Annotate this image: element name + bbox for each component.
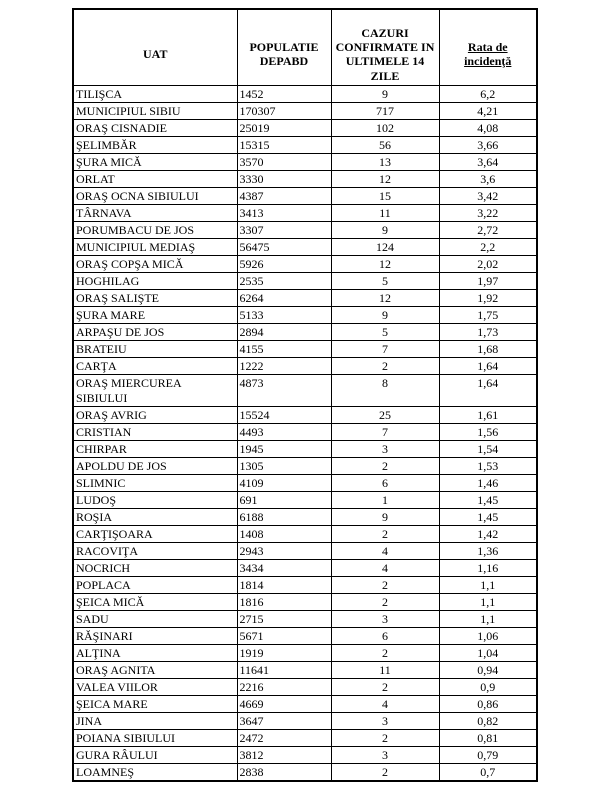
table-row	[73, 525, 537, 542]
table-row	[73, 508, 537, 525]
rata-cell: 1,56	[439, 423, 537, 440]
uat-cell: ŞEICA MARE	[73, 695, 237, 712]
uat-cell: ŞELIMBĂR	[73, 136, 237, 153]
rata-cell: 2,2	[439, 238, 537, 255]
rata-cell: 4,08	[439, 119, 537, 136]
cazuri-cell: 12	[331, 170, 439, 187]
cazuri-cell: 9	[331, 221, 439, 238]
cazuri-cell: 12	[331, 255, 439, 272]
uat-cell: CARŢA	[73, 357, 237, 374]
cazuri-cell: 2	[331, 593, 439, 610]
populatie-cell: 2715	[237, 610, 331, 627]
uat-cell: GURA RÂULUI	[73, 746, 237, 763]
header-uat-label: UAT	[143, 47, 168, 62]
populatie-cell: 1222	[237, 357, 331, 374]
table-row	[73, 204, 537, 221]
uat-cell: ORAŞ COPŞA MICĂ	[73, 255, 237, 272]
rata-cell: 1,68	[439, 340, 537, 357]
cazuri-cell: 2	[331, 678, 439, 695]
rata-cell: 1,06	[439, 627, 537, 644]
rata-cell: 1,54	[439, 440, 537, 457]
populatie-cell: 1305	[237, 457, 331, 474]
header-cazuri	[331, 9, 439, 85]
populatie-cell: 6188	[237, 508, 331, 525]
populatie-cell: 4387	[237, 187, 331, 204]
cazuri-cell: 9	[331, 85, 439, 102]
uat-cell: POIANA SIBIULUI	[73, 729, 237, 746]
uat-cell: RACOVIŢA	[73, 542, 237, 559]
table-row	[73, 272, 537, 289]
rata-cell: 1,45	[439, 508, 537, 525]
header-uat	[73, 9, 237, 85]
cazuri-cell: 7	[331, 340, 439, 357]
rata-cell: 1,42	[439, 525, 537, 542]
rata-cell: 1,36	[439, 542, 537, 559]
populatie-cell: 2472	[237, 729, 331, 746]
uat-cell: ORAŞ MIERCUREA SIBIULUI	[73, 374, 237, 406]
uat-cell: CHIRPAR	[73, 440, 237, 457]
cazuri-cell: 5	[331, 323, 439, 340]
table-row	[73, 119, 537, 136]
table-row	[73, 238, 537, 255]
cazuri-cell: 2	[331, 525, 439, 542]
populatie-cell: 4493	[237, 423, 331, 440]
rata-cell: 0,86	[439, 695, 537, 712]
table-row	[73, 542, 537, 559]
populatie-cell: 1408	[237, 525, 331, 542]
rata-cell: 1,46	[439, 474, 537, 491]
table-row	[73, 153, 537, 170]
header-populatie	[237, 9, 331, 85]
header-rata-label: Rata de incidenţă	[464, 40, 512, 69]
populatie-cell: 56475	[237, 238, 331, 255]
table-body	[73, 85, 537, 781]
table-row	[73, 255, 537, 272]
uat-cell: TÂRNAVA	[73, 204, 237, 221]
rata-cell: 1,61	[439, 406, 537, 423]
cazuri-cell: 124	[331, 238, 439, 255]
populatie-cell: 5926	[237, 255, 331, 272]
cazuri-cell: 15	[331, 187, 439, 204]
populatie-cell: 3330	[237, 170, 331, 187]
uat-cell: TILIŞCA	[73, 85, 237, 102]
populatie-cell: 5133	[237, 306, 331, 323]
rata-cell: 1,04	[439, 644, 537, 661]
cazuri-cell: 2	[331, 763, 439, 781]
rata-cell: 3,66	[439, 136, 537, 153]
table-row	[73, 644, 537, 661]
table-row	[73, 289, 537, 306]
table-row	[73, 306, 537, 323]
uat-cell: ORAŞ SALIŞTE	[73, 289, 237, 306]
table-row	[73, 457, 537, 474]
populatie-cell: 11641	[237, 661, 331, 678]
populatie-cell: 2943	[237, 542, 331, 559]
uat-cell: ORAŞ AVRIG	[73, 406, 237, 423]
uat-cell: APOLDU DE JOS	[73, 457, 237, 474]
table-row	[73, 729, 537, 746]
cazuri-cell: 2	[331, 644, 439, 661]
populatie-cell: 2535	[237, 272, 331, 289]
table-row	[73, 406, 537, 423]
cazuri-cell: 2	[331, 457, 439, 474]
rata-cell: 4,21	[439, 102, 537, 119]
table-row	[73, 491, 537, 508]
rata-cell: 2,72	[439, 221, 537, 238]
rata-cell: 0,9	[439, 678, 537, 695]
cazuri-cell: 9	[331, 306, 439, 323]
uat-cell: JINA	[73, 712, 237, 729]
populatie-cell: 6264	[237, 289, 331, 306]
uat-cell: ARPAŞU DE JOS	[73, 323, 237, 340]
table-row	[73, 576, 537, 593]
cazuri-cell: 13	[331, 153, 439, 170]
table-row	[73, 357, 537, 374]
populatie-cell: 4873	[237, 374, 331, 406]
cazuri-cell: 2	[331, 357, 439, 374]
rata-cell: 2,02	[439, 255, 537, 272]
cazuri-cell: 4	[331, 559, 439, 576]
table-row	[73, 440, 537, 457]
rata-cell: 3,22	[439, 204, 537, 221]
table-row	[73, 323, 537, 340]
cazuri-cell: 9	[331, 508, 439, 525]
uat-cell: MUNICIPIUL MEDIAŞ	[73, 238, 237, 255]
populatie-cell: 1452	[237, 85, 331, 102]
cazuri-cell: 2	[331, 729, 439, 746]
populatie-cell: 2838	[237, 763, 331, 781]
cazuri-cell: 3	[331, 610, 439, 627]
rata-cell: 1,53	[439, 457, 537, 474]
rata-cell: 1,16	[439, 559, 537, 576]
table-row	[73, 746, 537, 763]
uat-cell: BRATEIU	[73, 340, 237, 357]
populatie-cell: 3647	[237, 712, 331, 729]
populatie-cell: 3434	[237, 559, 331, 576]
cazuri-cell: 5	[331, 272, 439, 289]
cazuri-cell: 6	[331, 627, 439, 644]
populatie-cell: 2894	[237, 323, 331, 340]
cazuri-cell: 11	[331, 661, 439, 678]
uat-cell: POPLACA	[73, 576, 237, 593]
table-row	[73, 85, 537, 102]
table-row	[73, 695, 537, 712]
table-row	[73, 763, 537, 781]
uat-cell: PORUMBACU DE JOS	[73, 221, 237, 238]
populatie-cell: 3570	[237, 153, 331, 170]
rata-cell: 0,79	[439, 746, 537, 763]
populatie-cell: 15524	[237, 406, 331, 423]
table-row	[73, 102, 537, 119]
uat-cell: SADU	[73, 610, 237, 627]
table-row	[73, 374, 537, 406]
uat-cell: ŞURA MICĂ	[73, 153, 237, 170]
populatie-cell: 170307	[237, 102, 331, 119]
table-row	[73, 593, 537, 610]
rata-cell: 1,75	[439, 306, 537, 323]
cazuri-cell: 4	[331, 695, 439, 712]
table-row	[73, 610, 537, 627]
table-row	[73, 136, 537, 153]
uat-cell: ROŞIA	[73, 508, 237, 525]
cazuri-cell: 56	[331, 136, 439, 153]
populatie-cell: 3413	[237, 204, 331, 221]
table-row	[73, 170, 537, 187]
cazuri-cell: 11	[331, 204, 439, 221]
rata-cell: 1,1	[439, 593, 537, 610]
uat-cell: CARŢIŞOARA	[73, 525, 237, 542]
rata-cell: 3,64	[439, 153, 537, 170]
rata-cell: 0,81	[439, 729, 537, 746]
populatie-cell: 691	[237, 491, 331, 508]
populatie-cell: 3812	[237, 746, 331, 763]
populatie-cell: 5671	[237, 627, 331, 644]
rata-cell: 0,94	[439, 661, 537, 678]
cazuri-cell: 2	[331, 576, 439, 593]
populatie-cell: 1945	[237, 440, 331, 457]
uat-cell: MUNICIPIUL SIBIU	[73, 102, 237, 119]
populatie-cell: 15315	[237, 136, 331, 153]
rata-cell: 1,45	[439, 491, 537, 508]
uat-cell: LOAMNEŞ	[73, 763, 237, 781]
uat-cell: ORLAT	[73, 170, 237, 187]
populatie-cell: 1814	[237, 576, 331, 593]
cazuri-cell: 102	[331, 119, 439, 136]
table-row	[73, 221, 537, 238]
header-populatie-label: POPULATIE DEPABD	[249, 40, 319, 69]
rata-cell: 1,1	[439, 576, 537, 593]
table-row	[73, 712, 537, 729]
populatie-cell: 4669	[237, 695, 331, 712]
cazuri-cell: 3	[331, 712, 439, 729]
table-row	[73, 678, 537, 695]
rata-cell: 1,92	[439, 289, 537, 306]
cazuri-cell: 3	[331, 746, 439, 763]
incidence-table	[72, 8, 538, 782]
populatie-cell: 2216	[237, 678, 331, 695]
uat-cell: CRISTIAN	[73, 423, 237, 440]
uat-cell: RĂŞINARI	[73, 627, 237, 644]
uat-cell: NOCRICH	[73, 559, 237, 576]
populatie-cell: 3307	[237, 221, 331, 238]
uat-cell: ORAŞ OCNA SIBIULUI	[73, 187, 237, 204]
table-row	[73, 187, 537, 204]
header-cazuri-label: CAZURI CONFIRMATE IN ULTIMELE 14 ZILE	[335, 26, 435, 83]
table-row	[73, 474, 537, 491]
uat-cell: ORAŞ AGNITA	[73, 661, 237, 678]
uat-cell: LUDOŞ	[73, 491, 237, 508]
rata-cell: 0,82	[439, 712, 537, 729]
table-row	[73, 559, 537, 576]
cazuri-cell: 4	[331, 542, 439, 559]
cazuri-cell: 717	[331, 102, 439, 119]
rata-cell: 1,73	[439, 323, 537, 340]
rata-cell: 0,7	[439, 763, 537, 781]
table-row	[73, 340, 537, 357]
uat-cell: HOGHILAG	[73, 272, 237, 289]
rata-cell: 3,42	[439, 187, 537, 204]
populatie-cell: 25019	[237, 119, 331, 136]
cazuri-cell: 6	[331, 474, 439, 491]
uat-cell: SLIMNIC	[73, 474, 237, 491]
rata-cell: 1,97	[439, 272, 537, 289]
populatie-cell: 4155	[237, 340, 331, 357]
uat-cell: ALŢINA	[73, 644, 237, 661]
header-row	[73, 9, 537, 85]
uat-cell: ŞEICA MICĂ	[73, 593, 237, 610]
table-row	[73, 661, 537, 678]
cazuri-cell: 7	[331, 423, 439, 440]
table-header	[73, 9, 537, 85]
rata-cell: 1,1	[439, 610, 537, 627]
cazuri-cell: 8	[331, 374, 439, 406]
uat-cell: ORAŞ CISNADIE	[73, 119, 237, 136]
table-row	[73, 627, 537, 644]
populatie-cell: 1816	[237, 593, 331, 610]
cazuri-cell: 1	[331, 491, 439, 508]
uat-cell: VALEA VIILOR	[73, 678, 237, 695]
cazuri-cell: 25	[331, 406, 439, 423]
cazuri-cell: 12	[331, 289, 439, 306]
header-rata	[439, 9, 537, 85]
cazuri-cell: 3	[331, 440, 439, 457]
table-row	[73, 423, 537, 440]
rata-cell: 1,64	[439, 374, 537, 406]
uat-cell: ŞURA MARE	[73, 306, 237, 323]
rata-cell: 1,64	[439, 357, 537, 374]
rata-cell: 6,2	[439, 85, 537, 102]
rata-cell: 3,6	[439, 170, 537, 187]
populatie-cell: 4109	[237, 474, 331, 491]
populatie-cell: 1919	[237, 644, 331, 661]
